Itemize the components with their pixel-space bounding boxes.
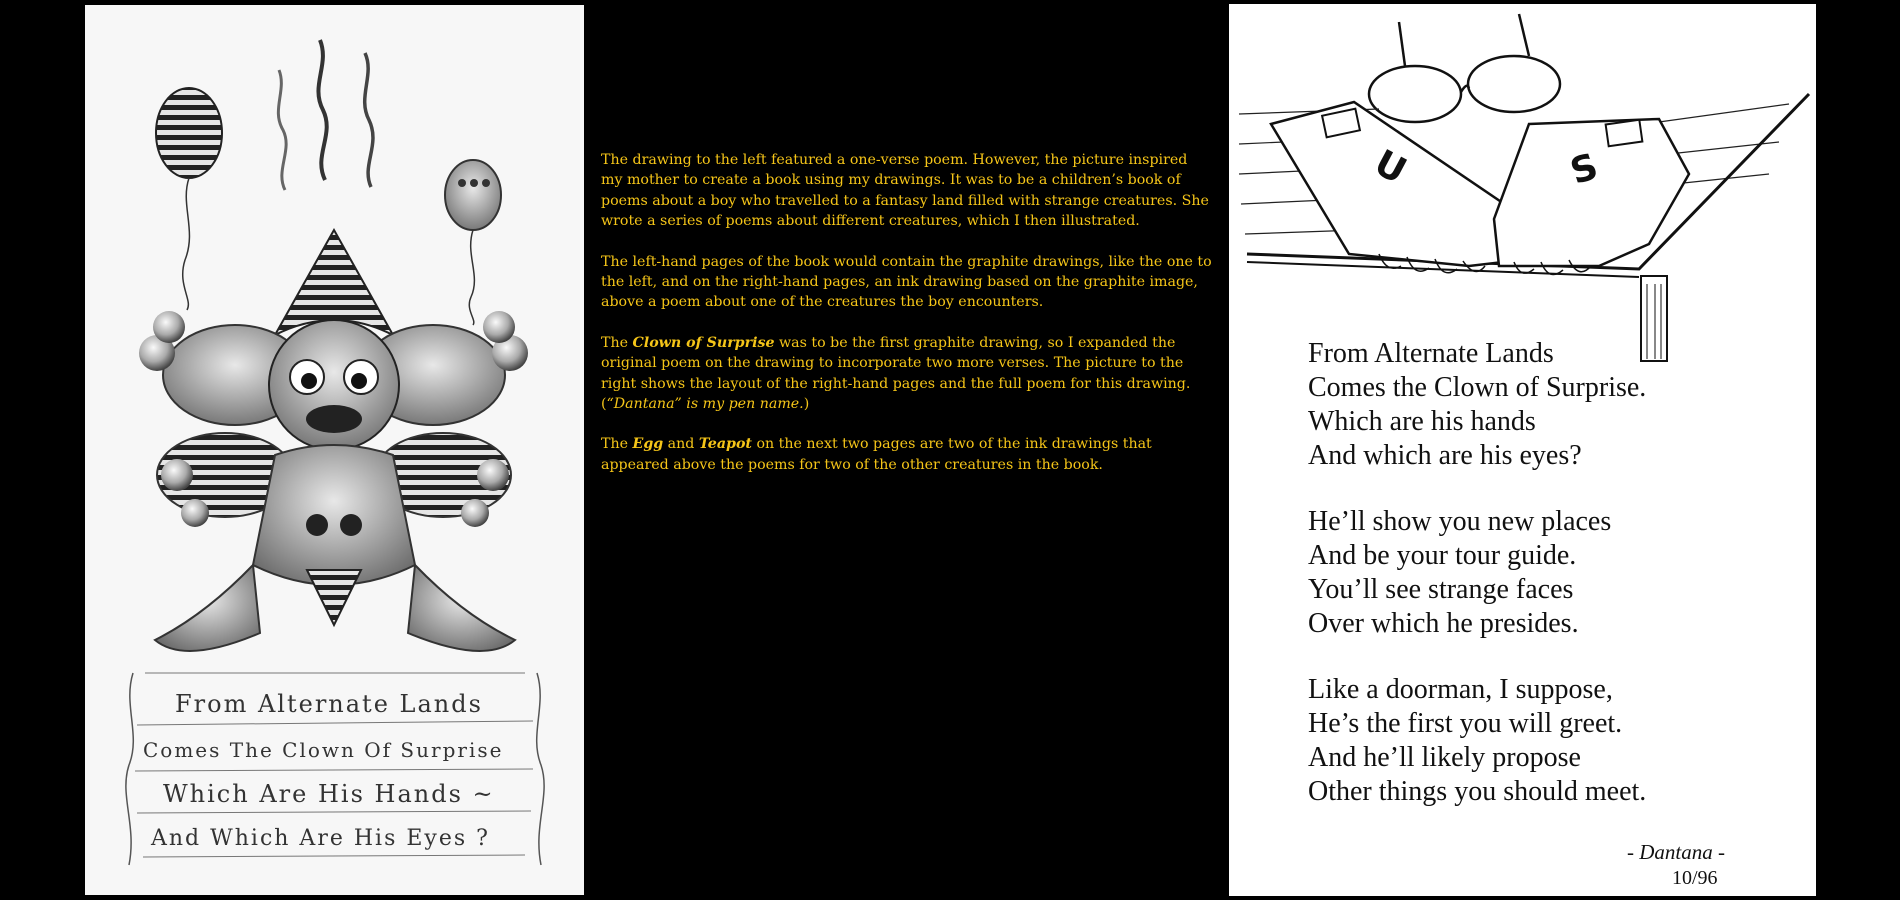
poem-page [1229, 4, 1816, 896]
poem-line: You’ll see strange faces [1308, 574, 1574, 605]
ink-gloves-illustration [1229, 4, 1816, 364]
poem-line: And be your tour guide. [1308, 540, 1577, 571]
poem-line: He’ll show you new places [1308, 506, 1612, 537]
glove-letter-s: S [1565, 146, 1603, 194]
description-paragraph [601, 252, 1213, 313]
poem-line: And which are his eyes? [1308, 440, 1582, 471]
poem-line: From Alternate Lands [1308, 338, 1554, 369]
striped-balloon [156, 88, 222, 310]
poem-stanza-3 [1308, 673, 1646, 809]
right-glove-drawing [1494, 119, 1689, 275]
poem-line: Other things you should meet. [1308, 776, 1647, 807]
poem-date: 10/96 [1672, 867, 1718, 889]
paragraph-text: ) [803, 396, 810, 413]
left-glove-drawing [1271, 102, 1529, 273]
dotted-balloon [445, 160, 501, 325]
poem-line: Like a doorman, I suppose, [1308, 674, 1613, 705]
eyeglasses-drawing [1369, 14, 1560, 122]
title-egg: Egg [632, 436, 664, 453]
banner-line-4: And Which Are His Eyes ? [151, 826, 490, 851]
poem-stanza-1 [1308, 337, 1646, 473]
graphite-drawing [85, 5, 584, 895]
glove-letter-u: U [1367, 142, 1413, 193]
banner-line-3: Which Are His Hands ~ [163, 780, 495, 808]
description-paragraph [601, 150, 1213, 232]
title-clown-of-surprise: Clown of Surprise [632, 334, 775, 351]
paragraph-text: The drawing to the left featured a one-verse poem. However, the picture inspired my mother to create a book using my drawings. It was to be a children’s book of poems about a boy who travelled to a fantasy land filled with strange creatures. She wrote a series of poems about different creatures, which I then illustrated. [601, 152, 1209, 230]
poem-line: He’s the first you will greet. [1308, 708, 1623, 739]
paragraph-text: was to be the first graphite drawing, so I expanded the original poem on the drawing to incorporate two more verses. The picture to the right shows the layout of the right-hand pages and the full poem for this drawing. ( [601, 334, 1191, 413]
poem-line: And he’ll likely propose [1308, 742, 1581, 773]
paragraph-text: on the next two pages are two of the ink drawings that appeared above the poems for two of the other creatures in the book. [601, 436, 1152, 473]
paragraph-text: The [601, 334, 633, 351]
paragraph-text: and [663, 436, 699, 453]
title-teapot: Teapot [698, 436, 752, 453]
description-paragraph [601, 434, 1213, 475]
poem-line: Over which he presides. [1308, 608, 1579, 639]
poem [1308, 337, 1646, 841]
poem-signature: - Dantana - [1627, 840, 1725, 864]
poem-line: Comes the Clown of Surprise. [1308, 372, 1647, 403]
poem-stanza-2 [1308, 505, 1646, 641]
clown-of-surprise-illustration [85, 5, 584, 895]
banner-line-1: From Alternate Lands [175, 690, 483, 718]
poem-line: Which are his hands [1308, 406, 1536, 437]
description-paragraph [601, 333, 1213, 415]
paragraph-text: The [601, 436, 633, 453]
pen-name-note: “Dantana” is my pen name. [606, 396, 804, 413]
description-text [601, 150, 1213, 495]
paragraph-text: The left-hand pages of the book would contain the graphite drawings, like the one to the left, and on the right-hand pages, an ink drawing based on the graphite image, above a poem about one of the creatures the boy encounters. [601, 253, 1212, 311]
banner-line-2: Comes The Clown Of Surprise [143, 738, 504, 762]
